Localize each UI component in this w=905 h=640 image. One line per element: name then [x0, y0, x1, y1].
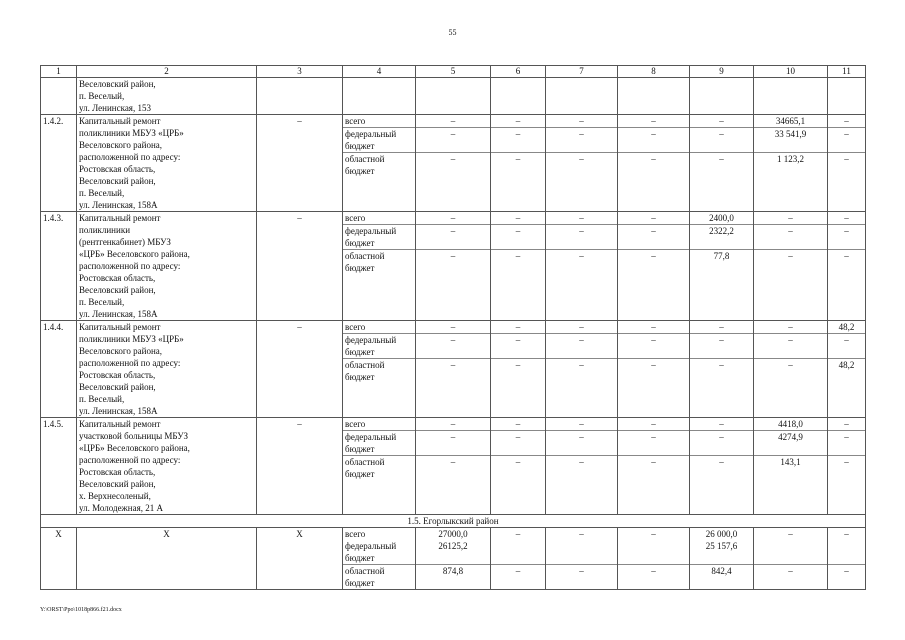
object-name [77, 212, 257, 321]
column-number: 9 [690, 66, 754, 78]
object-name-line: участковой больницы МБУЗ [79, 431, 189, 441]
funding-source [343, 78, 416, 115]
object-name [77, 115, 257, 212]
value-cell: – [618, 455, 689, 480]
value-cell: – [579, 116, 584, 126]
value-cell: – [754, 358, 827, 383]
object-name-line: Веселовский район, [79, 285, 156, 295]
value-cell: 2400,0 [709, 213, 734, 223]
value-cell: – [690, 455, 753, 480]
funding-source-label: федеральный бюджет [343, 127, 415, 152]
funding-source-label: областной бюджет [343, 249, 415, 274]
value-cell: 4274,9 [754, 430, 827, 455]
value-cell: – [828, 224, 865, 249]
object-name-line: «ЦРБ» Веселовского района, [79, 249, 190, 259]
value-cell: – [719, 116, 724, 126]
value-cell: – [579, 213, 584, 223]
value-column-8 [618, 78, 690, 115]
value-column-8 [618, 418, 690, 515]
value-column-8 [618, 212, 690, 321]
value-cell: – [844, 419, 849, 429]
column-3-value: Х [257, 528, 343, 590]
object-name-line: п. Веселый, [79, 91, 125, 101]
object-name-line: Веселовский район, [79, 382, 156, 392]
value-cell: 2322,2 [690, 224, 753, 249]
value-cell: – [690, 127, 753, 152]
value-cell: – [788, 322, 793, 332]
value-column-9 [690, 528, 754, 590]
object-name: Х [77, 528, 257, 590]
object-name-line: Ростовская область, [79, 164, 156, 174]
value-cell: – [416, 430, 490, 455]
row-number: 1.4.2. [41, 115, 77, 212]
value-cell: – [579, 419, 584, 429]
funding-source-label: областной бюджет [343, 455, 415, 480]
funding-source-label: всего [345, 116, 366, 126]
value-cell: – [828, 430, 865, 455]
footer-file-path: Y:\ORST\Ppo\1018p866.f21.docx [40, 607, 122, 613]
funding-source-label: федеральный бюджет [343, 224, 415, 249]
value-cell: – [491, 430, 545, 455]
column-number: 7 [546, 66, 618, 78]
object-name [77, 78, 257, 115]
column-3-value: – [257, 321, 343, 418]
value-cell: – [828, 564, 865, 589]
object-name-line: «ЦРБ» Веселовского района, [79, 443, 190, 453]
value-cell: – [546, 358, 617, 383]
page-number: 55 [448, 28, 457, 37]
value-cell: – [690, 152, 753, 177]
value-column-9 [690, 418, 754, 515]
value-cell: – [491, 127, 545, 152]
funding-source-label: всего федеральный бюджет [345, 529, 397, 563]
value-column-10 [754, 212, 828, 321]
value-column-8 [618, 115, 690, 212]
object-name [77, 418, 257, 515]
object-name-line: п. Веселый, [79, 297, 125, 307]
value-cell: – [491, 224, 545, 249]
value-column-11 [828, 528, 866, 590]
value-column-6 [491, 212, 546, 321]
column-number: 8 [618, 66, 690, 78]
funding-source-label: областной бюджет [343, 564, 415, 589]
row-number: 1.4.5. [41, 418, 77, 515]
value-column-9 [690, 212, 754, 321]
object-name-line: Веселовский район, [79, 176, 156, 186]
value-cell: – [546, 249, 617, 274]
value-cell: – [828, 333, 865, 358]
funding-source [343, 418, 416, 515]
table-row [41, 78, 866, 115]
value-column-7 [546, 528, 618, 590]
row-number [41, 78, 77, 115]
value-cell: – [546, 333, 617, 358]
value-cell: – [690, 430, 753, 455]
object-name-line: поликлиники МБУЗ «ЦРБ» [79, 334, 184, 344]
column-number: 5 [416, 66, 491, 78]
value-cell: – [754, 224, 827, 249]
value-cell: – [618, 564, 689, 589]
object-name-line: п. Веселый, [79, 394, 125, 404]
object-name-line: (рентгенкабинет) МБУЗ [79, 237, 171, 247]
value-cell: – [546, 455, 617, 480]
value-cell: – [754, 249, 827, 274]
value-cell: 48,2 [828, 358, 865, 383]
object-name-line: поликлиники МБУЗ «ЦРБ» [79, 128, 184, 138]
value-column-11 [828, 78, 866, 115]
table-row [41, 321, 866, 418]
value-column-6 [491, 418, 546, 515]
value-cell: – [491, 564, 545, 589]
value-cell: 27000,0 26125,2 [438, 529, 468, 551]
value-cell: – [618, 152, 689, 177]
column-number-row [41, 66, 866, 78]
value-column-9 [690, 115, 754, 212]
value-cell: – [828, 152, 865, 177]
object-name-line: Веселовский район, [79, 79, 156, 89]
value-column-5 [416, 78, 491, 115]
table-row [41, 115, 866, 212]
value-cell: – [690, 333, 753, 358]
object-name-line: ул. Ленинская, 158А [79, 309, 158, 319]
object-name-line: расположенной по адресу: [79, 152, 181, 162]
value-cell: – [416, 224, 490, 249]
funding-source-label: всего [345, 213, 366, 223]
value-cell: – [754, 564, 827, 589]
object-name-line: Капитальный ремонт [79, 116, 161, 126]
funding-source-label: областной бюджет [343, 152, 415, 177]
object-name-line: ул. Молодежная, 21 А [79, 503, 163, 513]
value-cell: – [546, 224, 617, 249]
object-name-line: поликлиники [79, 225, 131, 235]
funding-source [343, 528, 416, 590]
column-number: 10 [754, 66, 828, 78]
funding-source-label: областной бюджет [343, 358, 415, 383]
value-column-10 [754, 115, 828, 212]
object-name-line: расположенной по адресу: [79, 455, 181, 465]
value-cell: 26 000,0 25 157,6 [705, 529, 738, 551]
value-cell: – [719, 419, 724, 429]
object-name-line: расположенной по адресу: [79, 261, 181, 271]
object-name-line: Ростовская область, [79, 370, 156, 380]
value-column-7 [546, 115, 618, 212]
value-cell: – [618, 127, 689, 152]
object-name-line: расположенной по адресу: [79, 358, 181, 368]
value-cell: – [546, 564, 617, 589]
object-name-line: Веселовского района, [79, 140, 163, 150]
value-cell: – [844, 529, 849, 539]
table-row [41, 528, 866, 590]
value-cell: 1 123,2 [754, 152, 827, 177]
row-number: Х [41, 528, 77, 590]
value-cell: – [844, 116, 849, 126]
column-3-value: – [257, 418, 343, 515]
value-cell: – [754, 333, 827, 358]
object-name-line: Капитальный ремонт [79, 213, 161, 223]
value-cell: – [719, 322, 724, 332]
value-column-6 [491, 78, 546, 115]
funding-source [343, 321, 416, 418]
column-number: 6 [491, 66, 546, 78]
object-name-line: Капитальный ремонт [79, 419, 161, 429]
value-cell: – [450, 116, 456, 126]
value-column-11 [828, 321, 866, 418]
value-cell: 143,1 [754, 455, 827, 480]
value-cell: – [651, 322, 656, 332]
value-cell: – [416, 127, 490, 152]
value-column-5 [416, 321, 491, 418]
value-cell: – [450, 419, 456, 429]
value-column-5 [416, 212, 491, 321]
value-cell: – [491, 455, 545, 480]
value-cell: – [618, 430, 689, 455]
value-cell: – [491, 249, 545, 274]
value-cell: – [651, 213, 656, 223]
value-column-10 [754, 528, 828, 590]
value-cell: – [491, 152, 545, 177]
table-row [41, 212, 866, 321]
value-cell: – [618, 333, 689, 358]
value-cell: – [651, 419, 656, 429]
value-cell: – [515, 213, 521, 223]
value-cell: – [618, 224, 689, 249]
value-cell: – [651, 116, 656, 126]
funding-source-label: всего [345, 322, 366, 332]
value-cell: – [515, 529, 521, 539]
value-cell: 842,4 [690, 564, 753, 589]
value-cell: – [491, 333, 545, 358]
value-column-6 [491, 115, 546, 212]
value-column-7 [546, 321, 618, 418]
value-cell: – [828, 127, 865, 152]
value-cell: – [491, 358, 545, 383]
column-number: 3 [257, 66, 343, 78]
value-cell: – [416, 358, 490, 383]
budget-table [40, 65, 866, 590]
value-column-11 [828, 418, 866, 515]
funding-source [343, 115, 416, 212]
funding-source-label: федеральный бюджет [343, 430, 415, 455]
value-column-6 [491, 528, 546, 590]
value-cell: – [515, 419, 521, 429]
value-cell: – [788, 529, 793, 539]
value-column-10 [754, 78, 828, 115]
object-name-line: Капитальный ремонт [79, 322, 161, 332]
value-cell: 34665,1 [775, 116, 806, 126]
value-column-10 [754, 321, 828, 418]
value-cell: – [828, 249, 865, 274]
funding-source [343, 212, 416, 321]
value-cell: 77,8 [690, 249, 753, 274]
value-column-7 [546, 78, 618, 115]
value-cell: – [844, 213, 849, 223]
object-name-line: ул. Ленинская, 158А [79, 200, 158, 210]
value-cell: – [788, 213, 793, 223]
value-cell: – [546, 127, 617, 152]
value-column-7 [546, 212, 618, 321]
value-cell: – [515, 322, 521, 332]
section-row [41, 515, 866, 528]
object-name-line: х. Верхнесоленый, [79, 491, 151, 501]
object-name-line: Ростовская область, [79, 467, 156, 477]
table-row [41, 418, 866, 515]
value-column-6 [491, 321, 546, 418]
column-3-value: – [257, 115, 343, 212]
value-cell: – [546, 152, 617, 177]
value-column-10 [754, 418, 828, 515]
object-name-line: Веселовского района, [79, 346, 163, 356]
value-column-5 [416, 115, 491, 212]
value-cell: – [416, 455, 490, 480]
column-number: 1 [41, 66, 77, 78]
value-cell: – [416, 152, 490, 177]
object-name-line: ул. Ленинская, 153 [79, 103, 151, 113]
object-name-line: п. Веселый, [79, 188, 125, 198]
object-name-line: ул. Ленинская, 158А [79, 406, 158, 416]
value-column-8 [618, 528, 690, 590]
column-number: 2 [77, 66, 257, 78]
value-cell: – [618, 249, 689, 274]
value-cell: 4418,0 [778, 419, 803, 429]
column-3-value: – [257, 212, 343, 321]
value-cell: – [416, 333, 490, 358]
column-number: 4 [343, 66, 416, 78]
value-cell: – [416, 249, 490, 274]
value-cell: – [450, 213, 456, 223]
funding-source-label: всего [345, 419, 366, 429]
object-name-line: Ростовская область, [79, 273, 156, 283]
column-number: 11 [828, 66, 866, 78]
value-cell: 33 541,9 [754, 127, 827, 152]
value-cell: 874,8 [416, 564, 490, 589]
value-cell: – [450, 322, 456, 332]
value-column-11 [828, 115, 866, 212]
value-cell: – [690, 358, 753, 383]
value-column-9 [690, 78, 754, 115]
section-title: 1.5. Егорлыкский район [41, 515, 866, 528]
value-cell: 48,2 [838, 322, 855, 332]
value-cell: – [515, 116, 521, 126]
value-column-5 [416, 528, 491, 590]
value-cell: – [579, 529, 584, 539]
object-name-line: Веселовский район, [79, 479, 156, 489]
funding-source-label: федеральный бюджет [343, 333, 415, 358]
value-column-7 [546, 418, 618, 515]
value-cell: – [579, 322, 584, 332]
row-number: 1.4.3. [41, 212, 77, 321]
object-name [77, 321, 257, 418]
value-cell: – [651, 529, 656, 539]
value-cell: – [828, 455, 865, 480]
value-column-11 [828, 212, 866, 321]
value-column-9 [690, 321, 754, 418]
value-cell: – [618, 358, 689, 383]
value-cell: – [546, 430, 617, 455]
row-number: 1.4.4. [41, 321, 77, 418]
value-column-5 [416, 418, 491, 515]
value-column-8 [618, 321, 690, 418]
column-3-value [257, 78, 343, 115]
